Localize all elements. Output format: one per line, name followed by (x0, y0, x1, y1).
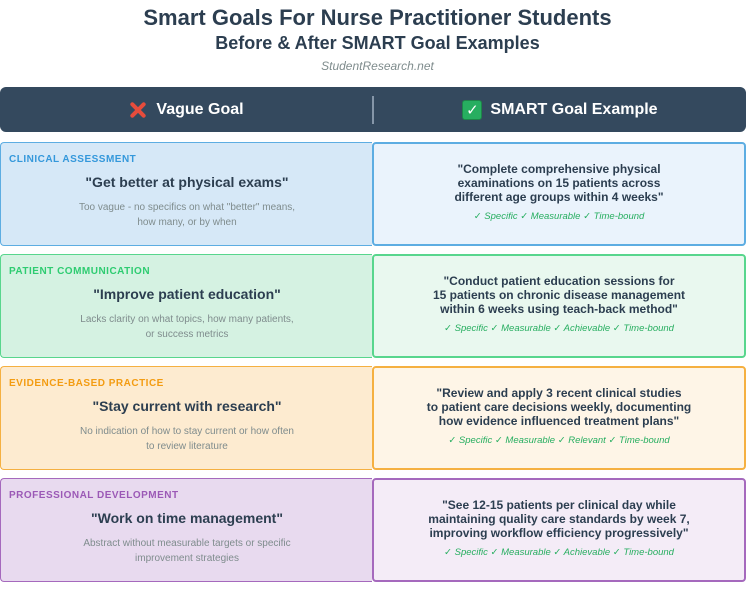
smart-goal-text: "See 12-15 patients per clinical day while maintaining quality care standards by week 7, improving workflow efficiency progressively" (428, 498, 690, 540)
smart-criteria: ✓ Specific ✓ Measurable ✓ Achievable ✓ Time-bound (444, 547, 674, 558)
smart-goal-text: "Review and apply 3 recent clinical studies to patient care decisions weekly, documenting how evidence influenced treatment plans" (426, 386, 692, 428)
vague-column-label: Vague Goal (156, 100, 244, 118)
category-label: CLINICAL ASSESSMENT (9, 154, 137, 165)
page-title: Smart Goals For Nurse Practitioner Students (143, 5, 612, 30)
smart-column-label: SMART Goal Example (490, 100, 658, 118)
source-label: StudentResearch.net (321, 59, 434, 73)
x-mark-icon (128, 100, 148, 120)
goal-row (0, 366, 746, 470)
smart-goal-text: "Complete comprehensive physical examinations on 15 patients across different age groups within 4 weeks" (454, 162, 664, 204)
smart-criteria: ✓ Specific ✓ Measurable ✓ Achievable ✓ Time-bound (444, 323, 674, 334)
vague-goal-text: "Improve patient education" (93, 286, 281, 302)
smart-goal-card (372, 366, 746, 470)
vague-goal-text: "Get better at physical exams" (85, 174, 289, 190)
vague-goal-text: "Work on time management" (91, 510, 283, 526)
column-header-bar (0, 87, 746, 132)
vague-goal-card (0, 478, 372, 582)
category-label: EVIDENCE-BASED PRACTICE (9, 378, 164, 389)
smart-goal-card (372, 478, 746, 582)
goal-row (0, 254, 746, 358)
category-label: PROFESSIONAL DEVELOPMENT (9, 490, 179, 501)
vague-goal-note: Too vague - no specifics on what "better" means, how many, or by when (78, 202, 296, 228)
goal-row (0, 142, 746, 246)
vague-goal-note: No indication of how to stay current or how often to review literature (79, 426, 294, 452)
vague-goal-note: Lacks clarity on what topics, how many patients, or success metrics (80, 314, 294, 340)
smart-goal-card (372, 254, 746, 358)
vague-goal-note: Abstract without measurable targets or specific improvement strategies (83, 538, 291, 564)
smart-column-header (374, 100, 746, 120)
goal-row (0, 478, 746, 582)
category-label: PATIENT COMMUNICATION (9, 266, 151, 277)
smart-criteria: ✓ Specific ✓ Measurable ✓ Time-bound (473, 211, 645, 222)
smart-goal-text: "Conduct patient education sessions for 15 patients on chronic disease management within 6 weeks using teach-back method" (432, 274, 686, 316)
check-mark-icon: ✓ (462, 100, 482, 120)
smart-goal-card (372, 142, 746, 246)
vague-goal-card (0, 254, 372, 358)
vague-column-header (0, 100, 372, 120)
vague-goal-card (0, 142, 372, 246)
smart-criteria: ✓ Specific ✓ Measurable ✓ Relevant ✓ Time-bound (448, 435, 670, 446)
vague-goal-text: "Stay current with research" (92, 398, 282, 414)
page-subtitle: Before & After SMART Goal Examples (215, 33, 540, 53)
vague-goal-card (0, 366, 372, 470)
